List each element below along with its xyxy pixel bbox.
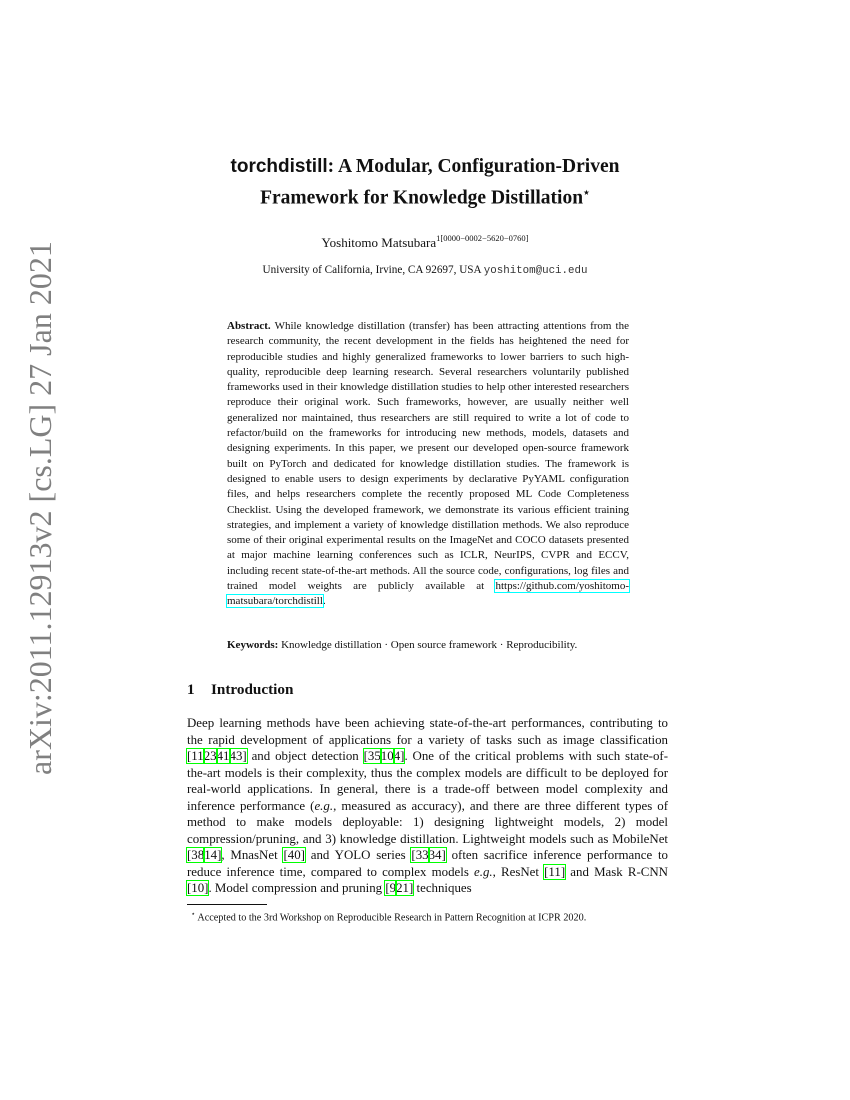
citation-link[interactable] bbox=[283, 848, 304, 862]
citation-link[interactable] bbox=[364, 749, 381, 763]
citation-link[interactable] bbox=[385, 881, 396, 895]
body-text: . Model compression and pruning bbox=[208, 881, 386, 895]
citation-link[interactable] bbox=[187, 848, 204, 862]
title-package-name: torchdistill bbox=[230, 156, 328, 177]
body-italic: e.g. bbox=[314, 798, 334, 813]
author-name: Yoshitomo Matsubara bbox=[321, 235, 437, 250]
section-title: Introduction bbox=[211, 681, 294, 698]
citation-text: 23 bbox=[203, 749, 217, 763]
introduction-paragraph bbox=[187, 715, 668, 897]
citation-link[interactable] bbox=[187, 881, 208, 895]
citation-text: [11 bbox=[187, 749, 204, 763]
footnote-divider bbox=[187, 904, 267, 905]
section-number: 1 bbox=[187, 681, 195, 698]
citation-link[interactable] bbox=[217, 749, 230, 763]
citation-text: [35 bbox=[363, 749, 381, 763]
title-line-1: : A Modular, Configuration-Driven bbox=[327, 156, 620, 177]
body-text: and YOLO series bbox=[304, 848, 412, 862]
abstract bbox=[227, 319, 629, 610]
body-text: and Mask R-CNN bbox=[565, 864, 668, 879]
github-link[interactable]: https://github.com/yoshitomo-matsubara/torchdistill bbox=[227, 580, 630, 608]
keywords-label: Keywords: bbox=[227, 639, 279, 651]
citation-link[interactable] bbox=[394, 749, 405, 763]
keywords-text: Knowledge distillation · Open source framework · Reproducibility. bbox=[281, 639, 578, 651]
citation-text: [11] bbox=[544, 864, 566, 879]
citation-link[interactable] bbox=[187, 749, 204, 763]
arxiv-identifier bbox=[20, 241, 60, 775]
abstract-label: Abstract. bbox=[227, 320, 271, 332]
citation-text: [38 bbox=[187, 848, 205, 862]
body-text: techniques bbox=[413, 881, 472, 895]
citation-text: 4] bbox=[393, 749, 405, 763]
affiliation-line bbox=[150, 264, 700, 277]
citation-link[interactable] bbox=[429, 848, 446, 862]
footnote-text: Accepted to the 3rd Workshop on Reproducible Research in Pattern Recognition at ICPR 2020. bbox=[197, 912, 587, 924]
body-text: Deep learning methods have been achieving state-of-the-art performances, contributing to the rapid development of applications for a variety of tasks such as image classification bbox=[187, 716, 668, 747]
citation-text: 10 bbox=[380, 749, 394, 763]
abstract-end: . bbox=[322, 595, 326, 608]
body-text: . One of the critical problems with such state-of-the-art models is their complexity, thus the complex models are difficult to be deployed for real-world applications. In general, there is a trade-off between model complexity and inference performance ( bbox=[187, 749, 668, 813]
author-email[interactable]: yoshitom@uci.edu bbox=[483, 265, 588, 277]
affiliation: University of California, Irvine, CA 92697, USA bbox=[262, 264, 481, 276]
citation-link[interactable] bbox=[411, 848, 428, 862]
arxiv-identifier-text: arXiv:2011.12913v2 [cs.LG] 27 Jan 2021 bbox=[22, 241, 58, 775]
keywords bbox=[227, 638, 629, 653]
title-footnote-mark: ⋆ bbox=[583, 187, 590, 199]
body-text: , ResNet bbox=[492, 864, 545, 879]
body-text: , measured as accuracy), and there are three different types of method to make models deployable: 1) designing lightweight models, 2) model compression/pruning, and 3) knowledge distillation. Lightweight models such as MobileNet bbox=[187, 798, 668, 846]
footnote bbox=[191, 908, 671, 924]
citation-text: 41 bbox=[216, 749, 230, 763]
citation-link[interactable] bbox=[204, 749, 217, 763]
citation-link[interactable] bbox=[230, 749, 247, 763]
citation-text: [33 bbox=[411, 848, 429, 862]
title-line-2: Framework for Knowledge Distillation bbox=[260, 187, 584, 209]
footnote-mark: ⋆ bbox=[191, 910, 196, 918]
body-text: and object detection bbox=[246, 749, 364, 763]
citation-link[interactable] bbox=[204, 848, 221, 862]
citation-link[interactable] bbox=[381, 749, 394, 763]
citation-text: 14] bbox=[204, 848, 222, 862]
citation-text: 21] bbox=[396, 881, 414, 895]
citation-text: [10] bbox=[187, 881, 209, 895]
author-orcid: 1[0000−0002−5620−0760] bbox=[436, 233, 529, 243]
citation-text: 34] bbox=[428, 848, 446, 862]
body-text: often sacrifice inference performance to reduce inference time, compared to complex models bbox=[187, 848, 668, 879]
citation-link[interactable] bbox=[544, 865, 565, 879]
citation-link[interactable] bbox=[396, 881, 413, 895]
abstract-text: While knowledge distillation (transfer) has been attracting attentions from the research community, the recent development in the fields has heightened the need for reproducible studies and highly generalized frameworks to lower barriers to such high-quality, reproducible deep learning research. Several researchers voluntarily published frameworks used in their knowledge distillation studies to help other interested researchers reproduce their original work. Such frameworks, however, are usually neither well generalized nor maintained, thus researchers are still required to write a lot of code to refactor/build on the frameworks for introducing new methods, models, datasets and designing experiments. In this paper, we present our developed open-source framework built on PyTorch and dedicated for knowledge distillation studies. The framework is designed to enable users to design experiments by declarative PyYAML configuration files, and helps researchers complete the recently proposed ML Code Completeness Checklist. Using the developed framework, we demonstrate its various efficient training strategies, and implement a variety of knowledge distillation methods. We also reproduce some of their original experimental results on the ImageNet and COCO datasets presented at major machine learning conferences such as ICLR, NeurIPS, CVPR and ECCV, including recent state-of-the-art methods. All the source code, configurations, log files and trained model weights are publicly available at bbox=[227, 320, 629, 593]
paper-title bbox=[150, 154, 700, 212]
citation-text: [40] bbox=[283, 848, 305, 862]
body-text: , MnasNet bbox=[221, 848, 284, 862]
body-italic: e.g. bbox=[474, 864, 493, 879]
citation-text: 43] bbox=[229, 749, 247, 763]
author-line bbox=[150, 233, 700, 251]
citation-text: [9 bbox=[385, 881, 397, 895]
section-heading bbox=[187, 681, 667, 699]
